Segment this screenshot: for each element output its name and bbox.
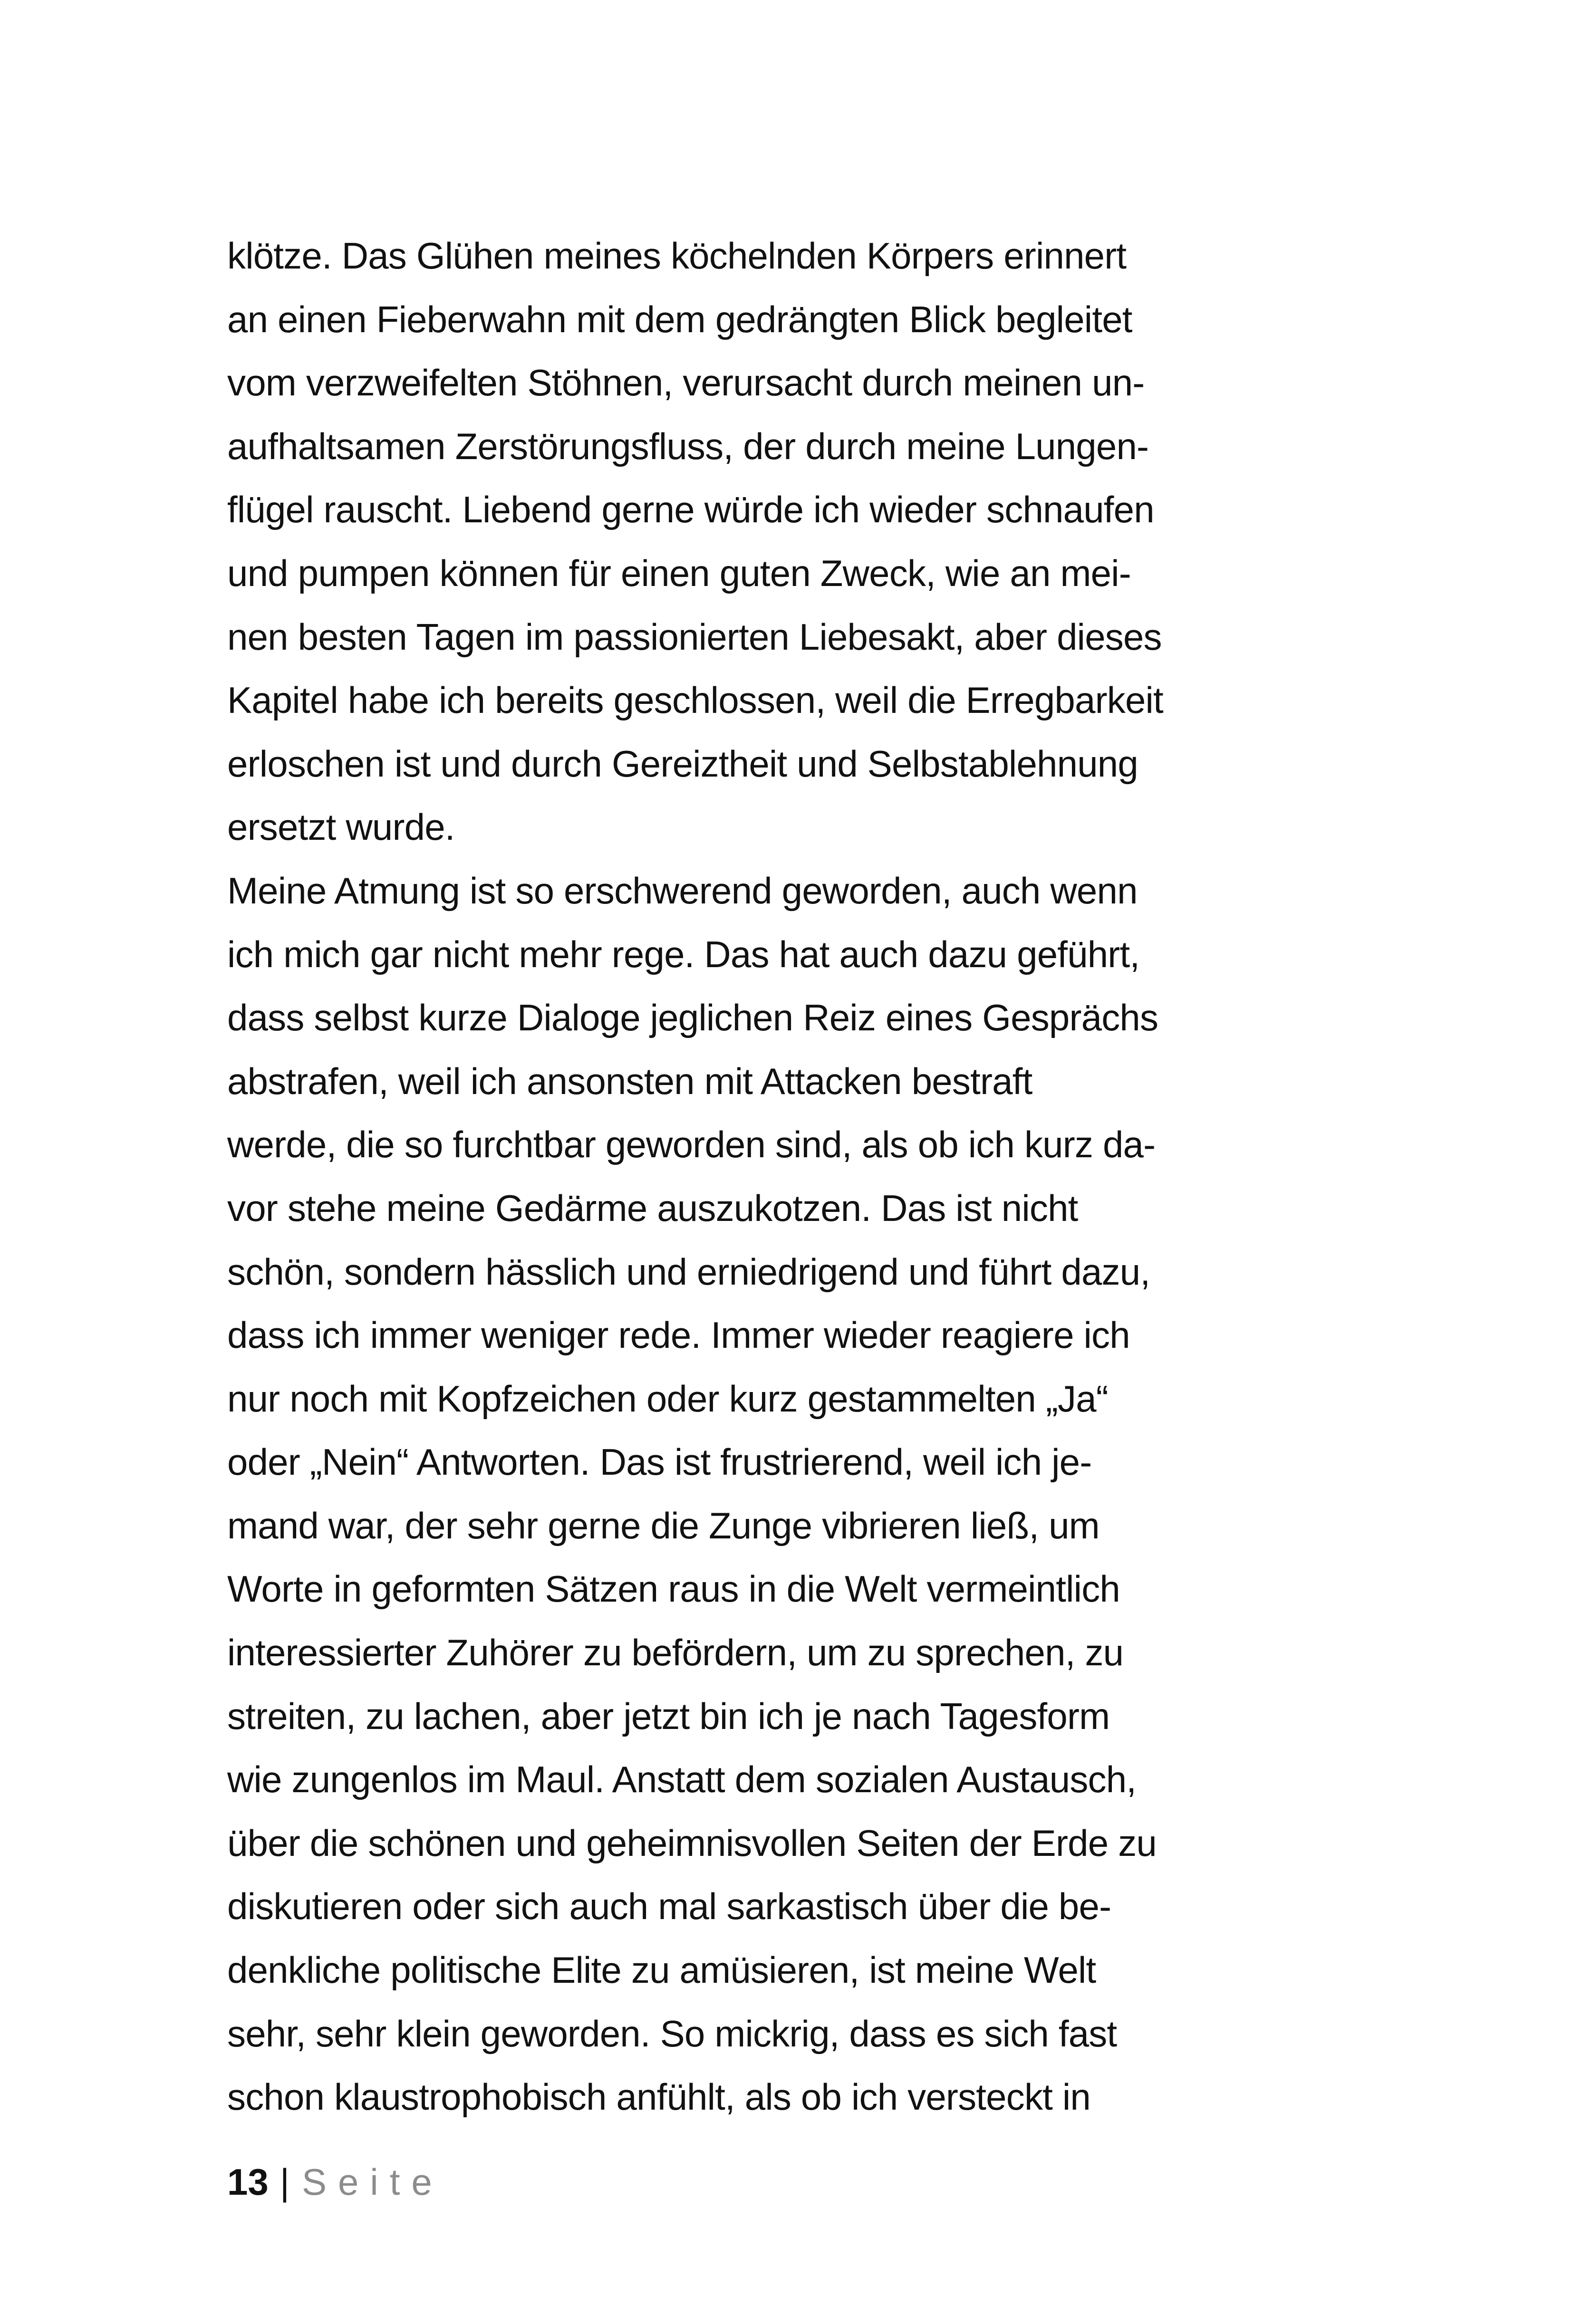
- body-text: [227, 224, 1368, 2129]
- page-label: Seite: [302, 2161, 444, 2203]
- text-line-14: abstrafen, weil ich ansonsten mit Attacken bestraft: [227, 1060, 1032, 1102]
- text-line-25: wie zungenlos im Maul. Anstatt dem sozialen Austausch,: [227, 1758, 1137, 1801]
- text-line-18: dass ich immer weniger rede. Immer wieder reagiere ich: [227, 1314, 1130, 1356]
- text-line-20: oder „Nein“ Antworten. Das ist frustrierend, weil ich je-: [227, 1441, 1092, 1483]
- text-line-6: und pumpen können für einen guten Zweck, wie an mei-: [227, 552, 1131, 594]
- text-line-16: vor stehe meine Gedärme auszukotzen. Das ist nicht: [227, 1187, 1078, 1229]
- text-line-5: flügel rauscht. Liebend gerne würde ich wieder schnaufen: [227, 489, 1154, 531]
- text-line-10: ersetzt wurde.: [227, 806, 455, 848]
- footer-separator: |: [280, 2161, 290, 2203]
- text-line-22: Worte in geformten Sätzen raus in die Welt vermeintlich: [227, 1568, 1120, 1610]
- text-line-17: schön, sondern hässlich und erniedrigend und führt dazu,: [227, 1250, 1150, 1293]
- text-line-28: denkliche politische Elite zu amüsieren, ist meine Welt: [227, 1949, 1096, 1991]
- text-line-27: diskutieren oder sich auch mal sarkastisch über die be-: [227, 1885, 1111, 1928]
- text-line-13: dass selbst kurze Dialoge jeglichen Reiz eines Gesprächs: [227, 997, 1158, 1039]
- text-line-12: ich mich gar nicht mehr rege. Das hat auch dazu geführt,: [227, 933, 1140, 975]
- text-line-3: vom verzweifelten Stöhnen, verursacht durch meinen un-: [227, 362, 1145, 404]
- text-line-23: interessierter Zuhörer zu befördern, um zu sprechen, zu: [227, 1632, 1124, 1674]
- text-line-4: aufhaltsamen Zerstörungsfluss, der durch meine Lungen-: [227, 425, 1149, 467]
- page-number: 13: [227, 2161, 269, 2203]
- text-line-26: über die schönen und geheimnisvollen Seiten der Erde zu: [227, 1822, 1157, 1864]
- text-line-9: erloschen ist und durch Gereiztheit und Selbstablehnung: [227, 742, 1138, 785]
- page-footer: [227, 2156, 444, 2208]
- text-line-15: werde, die so furchtbar geworden sind, als ob ich kurz da-: [227, 1124, 1156, 1166]
- text-line-8: Kapitel habe ich bereits geschlossen, weil die Erregbarkeit: [227, 679, 1163, 721]
- text-line-2: an einen Fieberwahn mit dem gedrängten Blick begleitet: [227, 298, 1132, 340]
- text-line-24: streiten, zu lachen, aber jetzt bin ich je nach Tagesform: [227, 1695, 1110, 1737]
- text-line-29: sehr, sehr klein geworden. So mickrig, dass es sich fast: [227, 2012, 1117, 2055]
- text-line-1: klötze. Das Glühen meines köchelnden Körpers erinnert: [227, 235, 1127, 277]
- text-line-11: Meine Atmung ist so erschwerend geworden, auch wenn: [227, 869, 1138, 912]
- text-line-21: mand war, der sehr gerne die Zunge vibrieren ließ, um: [227, 1504, 1099, 1546]
- text-line-19: nur noch mit Kopfzeichen oder kurz gestammelten „Ja“: [227, 1377, 1108, 1420]
- text-line-30: schon klaustrophobisch anfühlt, als ob ich versteckt in: [227, 2076, 1091, 2118]
- text-line-7: nen besten Tagen im passionierten Liebesakt, aber dieses: [227, 615, 1162, 658]
